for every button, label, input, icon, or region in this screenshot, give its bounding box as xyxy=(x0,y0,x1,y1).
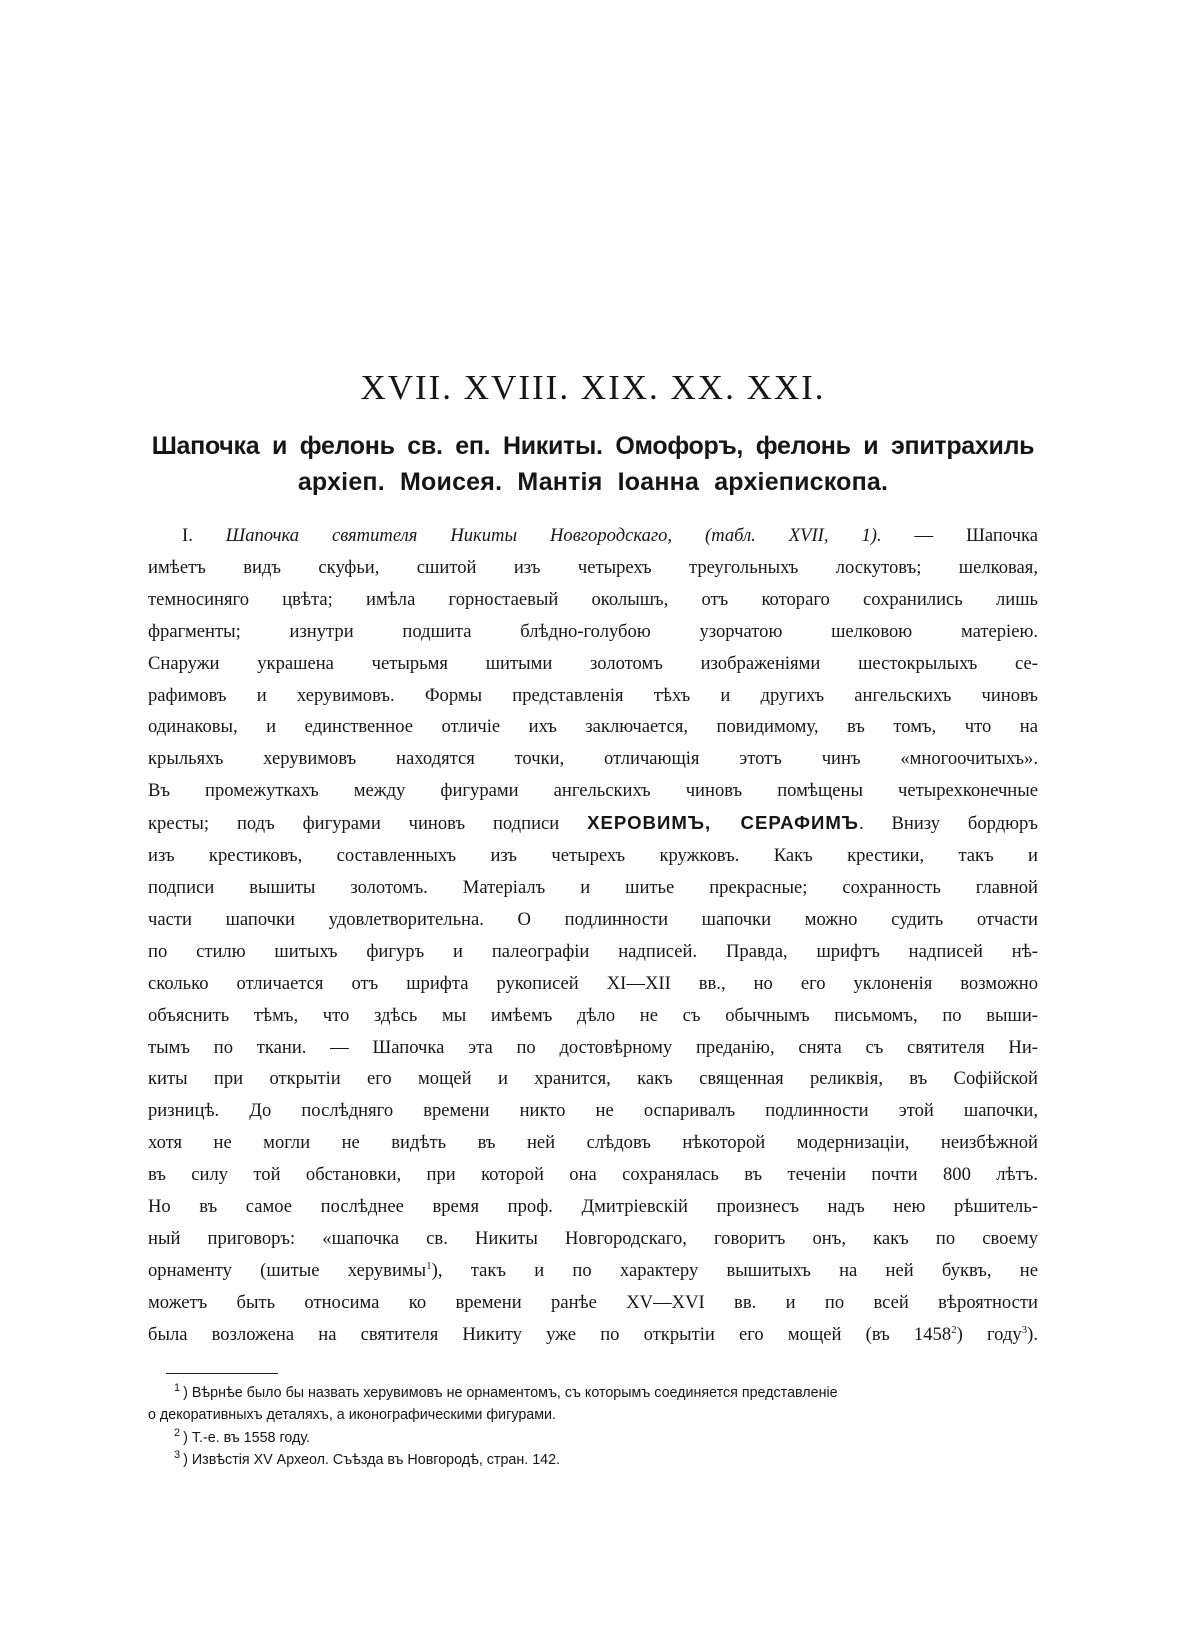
paragraph-line: подписи вышиты золотомъ. Матеріалъ и шитье прекрасные; сохранность главной xyxy=(148,876,1038,898)
text-run: ). xyxy=(1027,1323,1039,1345)
paragraph-line: объяснить тѣмъ, что здѣсь мы имѣемъ дѣло не съ обычнымъ письмомъ, по выши- xyxy=(148,1004,1038,1026)
paragraph-line: въ силу той обстановки, при которой она сохранялась въ теченіи почти 800 лѣтъ. xyxy=(148,1164,1038,1186)
footnote-divider xyxy=(166,1373,278,1374)
paragraph-line xyxy=(148,1255,1038,1287)
paragraph-line xyxy=(148,1319,1038,1351)
footnote-text: ) Извѣстія XV Археол. Съѣзда въ Новгородѣ, стран. 142. xyxy=(183,1452,561,1469)
paragraph-line: крыльяхъ херувимовъ находятся точки, отличающія этотъ чинъ «многоочитыхъ». xyxy=(148,748,1038,770)
paragraph-line: можетъ быть относима ко времени ранѣе XV—XVI вв. и по всей вѣроятности xyxy=(148,1291,1038,1313)
paragraph-line: Снаружи украшена четырьмя шитыми золотомъ изображеніями шестокрылыхъ се- xyxy=(148,652,1038,674)
text-run: . Внизу бордюръ xyxy=(858,813,1038,835)
plate-numbers-heading: XVII. XVIII. XIX. XX. XXI. xyxy=(360,368,826,407)
footnote-ref-1[interactable]: 1 xyxy=(426,1259,432,1272)
subtitle-line-1: Шапочка и фелонь св. еп. Никиты. Омофоръ, фелонь и эпитрахиль xyxy=(151,432,1035,460)
section-subtitle xyxy=(148,428,1038,500)
footnote-text: ) Вѣрнѣе было бы назвать херувимовъ не орнаментомъ, съ которымъ соединяется представленіе xyxy=(183,1384,838,1401)
footnotes xyxy=(148,1382,1038,1472)
footnote-ref-2[interactable]: 2 xyxy=(951,1323,957,1336)
paragraph-line: рафимовъ и херувимовъ. Формы представленія тѣхъ и другихъ ангельскихъ чиновъ xyxy=(148,684,1038,706)
item-title: Шапочка святителя Никиты Новгородскаго, (табл. XVII, 1). xyxy=(225,525,882,546)
paragraph-line: по стилю шитыхъ фигуръ и палеографіи надписей. Правда, шрифтъ надписей нѣ- xyxy=(148,940,1038,962)
footnote-marker: 3 xyxy=(174,1449,181,1462)
page xyxy=(148,368,1038,1472)
paragraph-line: ный приговоръ: «шапочка св. Никиты Новгородскаго, говоритъ онъ, какъ по своему xyxy=(148,1227,1038,1249)
paragraph-line: сколько отличается отъ шрифта рукописей XI—XII вв., но его уклоненія возможно xyxy=(148,972,1038,994)
text-run: ) году xyxy=(956,1323,1022,1345)
text-run: кресты; подъ фигурами чиновъ подписи xyxy=(148,813,560,835)
section-number: I. xyxy=(182,525,193,546)
paragraph-line: киты при открытіи его мощей и хранится, какъ священная реликвія, въ Софійской xyxy=(148,1068,1038,1090)
paragraph-line: изъ крестиковъ, составленныхъ изъ четырехъ кружковъ. Какъ крестики, такъ и xyxy=(148,845,1038,867)
footnote-marker: 2 xyxy=(174,1426,181,1439)
paragraph-line: одинаковы, и единственное отличіе ихъ заключается, повидимому, въ томъ, что на xyxy=(148,716,1038,738)
footnote-text: ) Т.-е. въ 1558 году. xyxy=(183,1429,311,1446)
footnote-1 xyxy=(148,1382,1038,1405)
paragraph-line: темносиняго цвѣта; имѣла горностаевый околышъ, отъ котораго сохранились лишь xyxy=(148,588,1038,610)
paragraph-line: части шапочки удовлетворительна. О подлинности шапочки можно судить отчасти xyxy=(148,908,1038,930)
footnote-3 xyxy=(148,1449,1038,1472)
paragraph-line: хотя не могли не видѣть въ ней слѣдовъ нѣкоторой модернизаціи, неизбѣжной xyxy=(148,1132,1038,1154)
text-run: орнаменту (шитые херувимы xyxy=(148,1259,427,1281)
main-paragraph xyxy=(148,520,1038,1351)
footnote-2 xyxy=(148,1427,1038,1450)
footnote-1-continued: о декоративныхъ деталяхъ, а иконографическими фигурами. xyxy=(148,1407,557,1424)
lead-continuation: — Шапочка xyxy=(881,525,1038,546)
paragraph-line: Въ промежуткахъ между фигурами ангельскихъ чиновъ помѣщены четырехконечные xyxy=(148,780,1038,802)
footnote-ref-3[interactable]: 3 xyxy=(1021,1323,1028,1336)
paragraph-line: имѣетъ видъ скуфьи, сшитой изъ четырехъ треугольныхъ лоскутовъ; шелковая, xyxy=(148,556,1038,578)
paragraph-line: тымъ по ткани. — Шапочка эта по достовѣрному преданію, снята съ святителя Ни- xyxy=(148,1036,1038,1058)
text-run: была возложена на святителя Никиту уже по открытіи его мощей (въ 1458 xyxy=(148,1323,952,1345)
slavonic-inscription: ХЕРОВИМЪ, СЕРАФИМЪ xyxy=(587,812,859,834)
paragraph-line xyxy=(148,807,1038,840)
paragraph-line: ризницѣ. До послѣдняго времени никто не оспаривалъ подлинности этой шапочки, xyxy=(148,1100,1038,1122)
paragraph-line: фрагменты; изнутри подшита блѣдно-голубою узорчатою шелковою матеріею. xyxy=(148,620,1038,642)
text-run: ), такъ и по характеру вышитыхъ на ней буквъ, не xyxy=(431,1259,1038,1281)
footnote-marker: 1 xyxy=(174,1381,181,1394)
paragraph-line: Но въ самое послѣднее время проф. Дмитріевскій произнесъ надъ нею рѣшитель- xyxy=(148,1196,1038,1218)
subtitle-line-2: архіеп. Моисея. Мантія Іоанна архіепископа. xyxy=(297,468,889,496)
paragraph-line xyxy=(148,520,1038,552)
